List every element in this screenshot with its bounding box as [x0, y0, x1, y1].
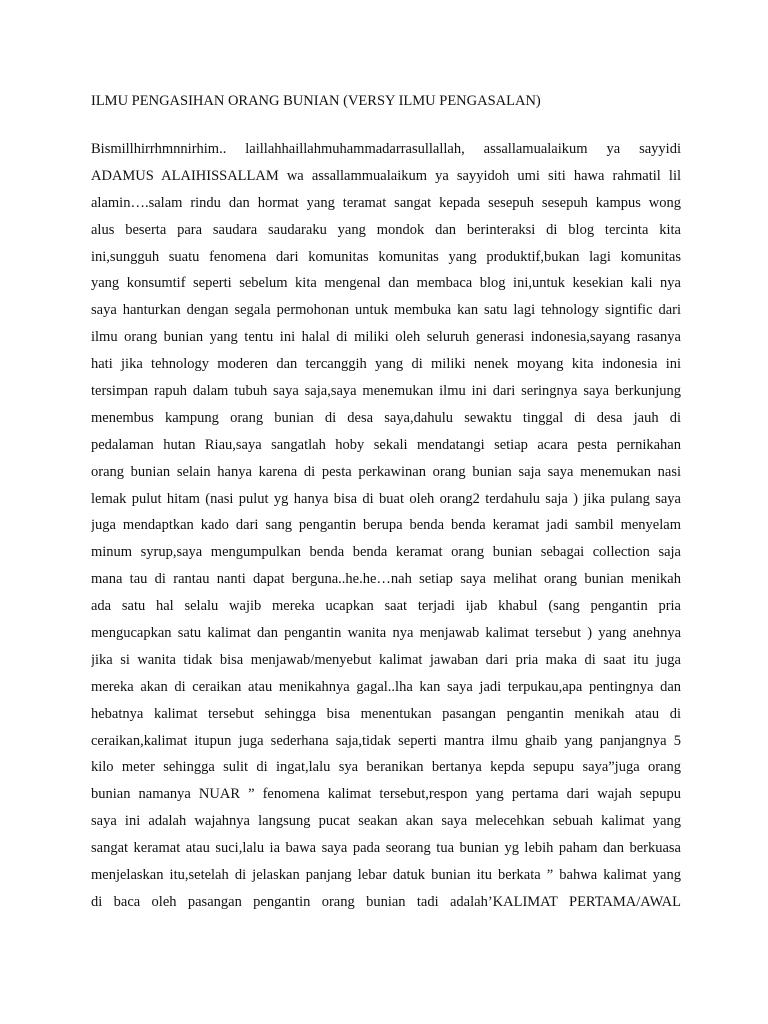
body-line: menjelaskan itu,setelah di jelaskan panjang lebar datuk bunian itu berkata ” bahwa kalimat yang	[91, 867, 681, 884]
body-line: Bismillhirrhmnnirhim.. laillahhaillahmuhammadarrasullallah, assallamualaikum ya sayyidi	[91, 141, 681, 157]
document-body	[91, 136, 681, 916]
body-line: orang bunian selain hanya karena di pesta perkawinan orang bunian saja saya menemukan nasi	[91, 463, 681, 480]
body-line: sangat keramat atau suci,lalu ia bawa saya pada seorang tua bunian yg lebih paham dan berkuasa	[91, 840, 681, 857]
body-line: mereka akan di ceraikan atau menikahnya gagal..lha kan saya jadi terpukau,apa pentingnya dan	[91, 678, 681, 695]
body-line: tersimpan rapuh dalam tubuh saya saja,saya menemukan ilmu ini dari seringnya saya berkunjung	[91, 383, 681, 400]
body-line: hebatnya kalimat tersebut sehingga bisa menentukan pasangan pengantin menikah atau di	[91, 705, 681, 722]
body-line: ADAMUS ALAIHISSALLAM wa assallammualaikum ya sayyidoh umi siti hawa rahmatil lil	[91, 167, 681, 184]
body-line: menembus kampung orang bunian di desa saya,dahulu sewaktu tinggal di desa jauh di	[91, 409, 681, 426]
body-line: jika si wanita tidak bisa menjawab/menyebut kalimat jawaban dari pria maka di saat itu juga	[91, 651, 681, 668]
body-line: hati jika tehnology moderen dan tercanggih yang di miliki nenek moyang kita indonesia ini	[91, 356, 681, 373]
body-line: di baca oleh pasangan pengantin orang bunian tadi adalah’KALIMAT PERTAMA/AWAL	[91, 893, 681, 910]
body-line: saya ini adalah wajahnya langsung pucat seakan akan saya melecehkan sebuah kalimat yang	[91, 813, 681, 830]
body-line: alamin….salam rindu dan hormat yang teramat sangat kepada sesepuh sesepuh kampus wong	[91, 194, 681, 211]
body-line: mana tau di rantau nanti dapat berguna..he.he…nah setiap saya melihat orang bunian menikah	[91, 571, 681, 588]
body-line: lemak pulut hitam (nasi pulut yg hanya bisa di buat oleh orang2 terdahulu saja ) jika pulang saya	[91, 490, 681, 507]
body-line: alus beserta para saudara saudaraku yang mondok dan berinteraksi di blog tercinta kita	[91, 221, 681, 238]
body-line: pedalaman hutan Riau,saya sangatlah hoby sekali mendatangi setiap acara pesta pernikahan	[91, 436, 681, 453]
body-line: juga mendaptkan kado dari sang pengantin berupa benda benda keramat jadi sambil menyelam	[91, 517, 681, 534]
body-line: saya hanturkan dengan segala permohonan untuk membuka kan satu lagi tehnology signtific dari	[91, 302, 681, 319]
body-line: ada satu hal selalu wajib mereka ucapkan saat terjadi ijab khabul (sang pengantin pria	[91, 598, 681, 615]
body-line: ini,sungguh suatu fenomena dari komunitas komunitas yang produktif,bukan lagi komunitas	[91, 248, 681, 265]
body-line: ceraikan,kalimat itupun juga sederhana saja,tidak seperti mantra ilmu ghaib yang panjangnya 5	[91, 732, 681, 749]
body-line: ilmu orang bunian yang tentu ini halal di miliki oleh seluruh generasi indonesia,sayang rasanya	[91, 329, 681, 346]
body-line: mengucapkan satu kalimat dan pengantin wanita nya menjawab kalimat tersebut ) yang anehnya	[91, 625, 681, 642]
document-title: ILMU PENGASIHAN ORANG BUNIAN (VERSY ILMU PENGASALAN)	[91, 93, 541, 109]
document-page	[91, 92, 681, 916]
body-line: bunian namanya NUAR ” fenomena kalimat tersebut,respon yang pertama dari wajah sepupu	[91, 786, 681, 803]
body-line: minum syrup,saya mengumpulkan benda benda keramat orang bunian sebagai collection saja	[91, 544, 681, 561]
body-line: yang konsumtif seperti sebelum kita mengenal dan membaca blog ini,untuk kesekian kali nya	[91, 275, 681, 292]
body-line: kilo meter sehingga sulit di ingat,lalu sya beranikan bertanya kepda sepupu saya”juga orang	[91, 759, 681, 776]
